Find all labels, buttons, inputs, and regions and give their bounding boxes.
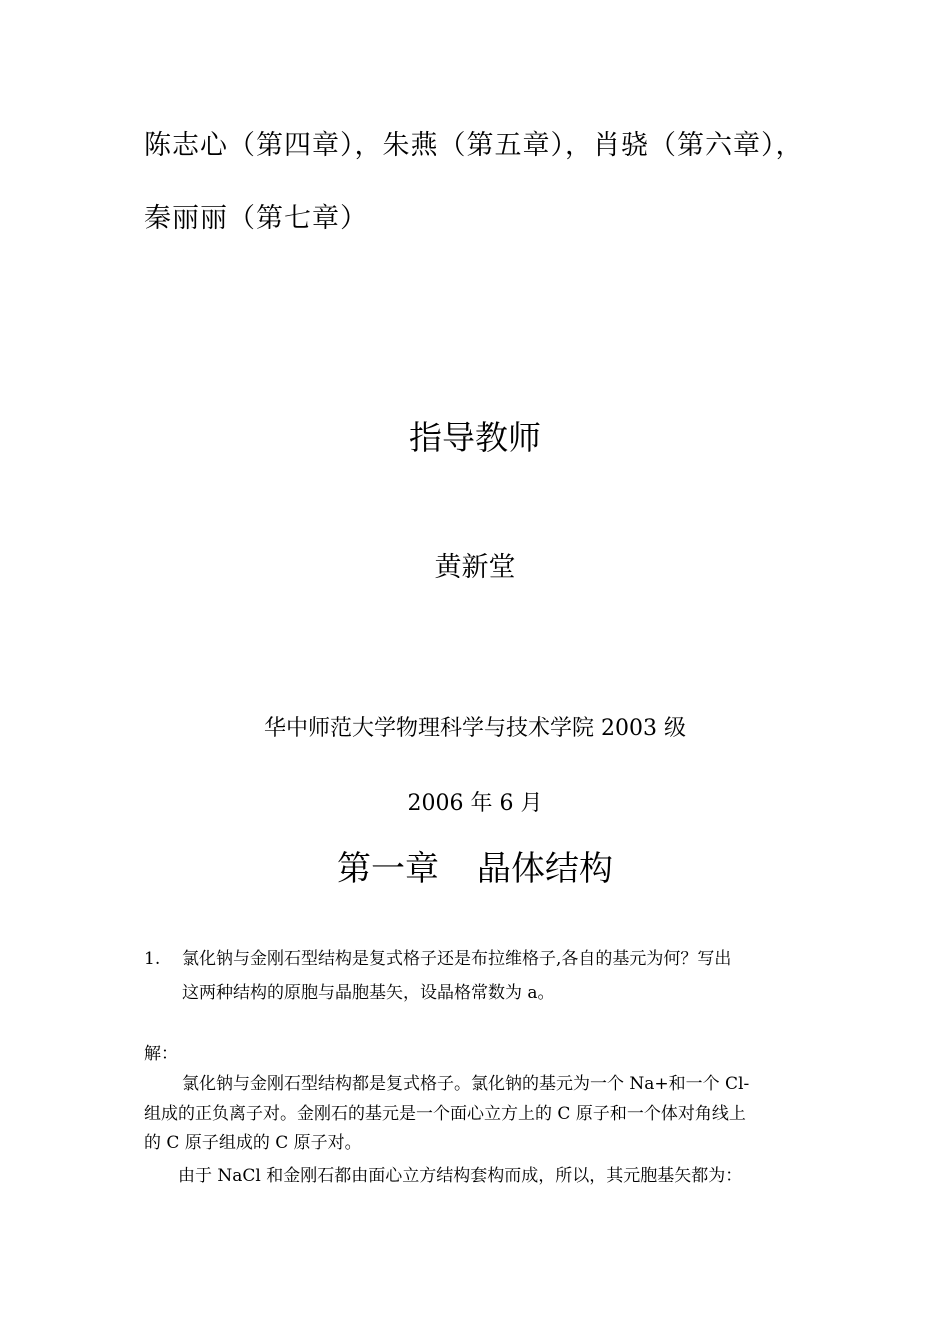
answer-para2-line-1: 由于 NaCl 和金刚石都由面心立方结构套构而成，所以，其元胞基矢都为： [178,1166,743,1186]
question-line-2: 这两种结构的原胞与晶胞基矢，设晶格常数为 a。 [182,983,555,1003]
chapter-number: 第一章 [337,849,439,889]
authors-line-2: 秦丽丽（第七章） [144,203,368,234]
supervisor-name: 黄新堂 [434,552,516,583]
supervisor-heading: 指导教师 [409,418,541,457]
publication-date: 2006 年 6 月 [407,791,543,816]
chapter-heading [0,846,950,892]
authors-line-1: 陈志心（第四章），朱燕（第五章），肖骁（第六章）， [144,130,804,161]
chapter-title: 晶体结构 [477,849,613,889]
question-line-1: 氯化钠与金刚石型结构是复式格子还是布拉维格子,各自的基元为何？写出 [182,949,732,969]
answer-para1-line-2: 组成的正负离子对。金刚石的基元是一个面心立方上的 C 原子和一个体对角线上 [144,1104,746,1124]
answer-para1-line-1: 氯化钠与金刚石型结构都是复式格子。氯化钠的基元为一个 Na+和一个 Cl- [182,1074,750,1094]
institution: 华中师范大学物理科学与技术学院 2003 级 [264,716,686,741]
answer-para1-line-3: 的 C 原子组成的 C 原子对。 [144,1133,362,1153]
question-number: 1. [144,949,161,969]
answer-label: 解： [144,1044,178,1064]
